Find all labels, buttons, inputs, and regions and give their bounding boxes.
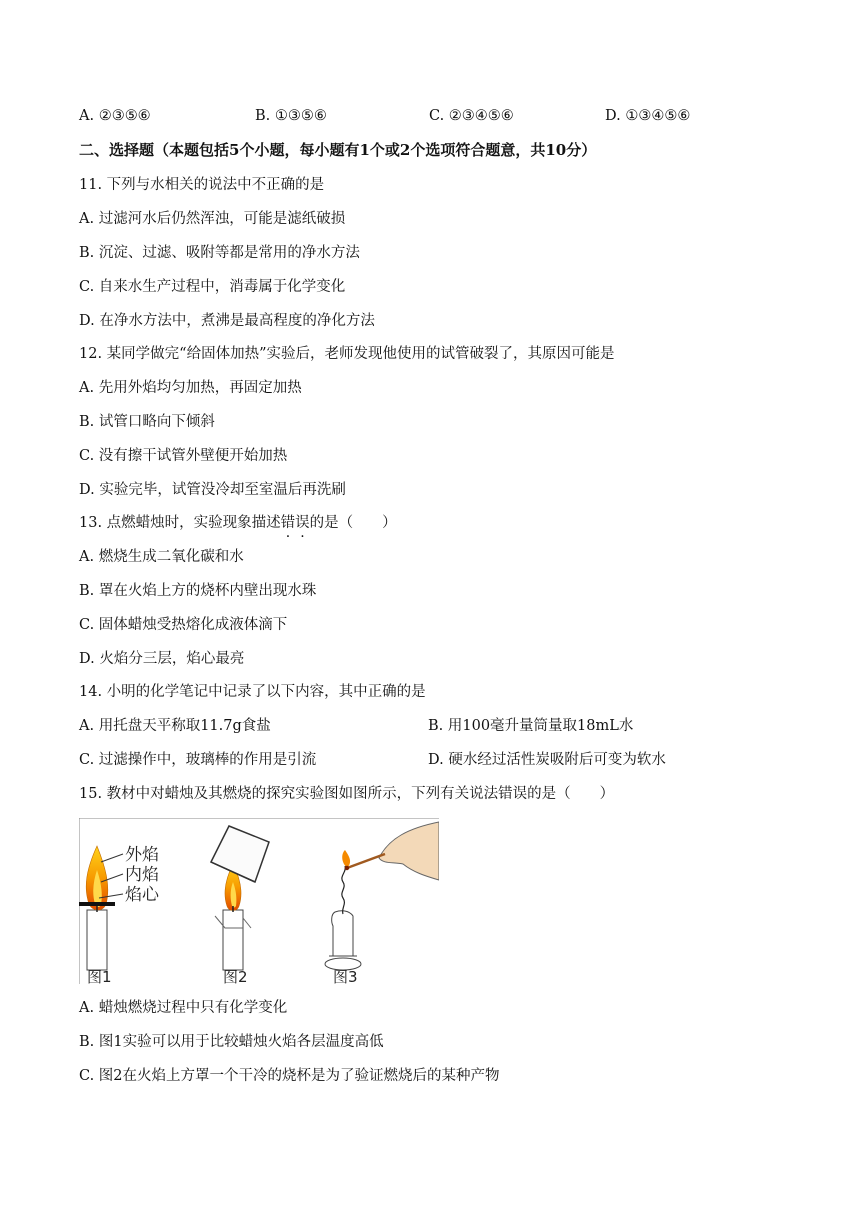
q13-option-a: A. 燃烧生成二氧化碳和水 <box>79 549 244 565</box>
q13-option-b: B. 罩在火焰上方的烧杯内壁出现水珠 <box>79 583 317 599</box>
q12-option-b: B. 试管口略向下倾斜 <box>79 414 215 430</box>
caption-fig2: 图2 <box>223 968 248 984</box>
figure3-candle <box>325 866 361 970</box>
q11-option-a: A. 过滤河水后仍然浑浊，可能是滤纸破损 <box>79 211 346 227</box>
q12-option-a: A. 先用外焰均匀加热，再固定加热 <box>79 380 302 396</box>
q10-options <box>79 106 779 126</box>
q13-option-d: D. 火焰分三层，焰心最亮 <box>79 651 245 667</box>
inverted-beaker <box>211 826 269 882</box>
q15-stem: 15. 教材中对蜡烛及其燃烧的探究实验图如图所示，下列有关说法错误的是（ ） <box>79 786 615 802</box>
caption-fig3: 图3 <box>333 968 358 984</box>
q15-option-c: C. 图2在火焰上方罩一个干冷的烧杯是为了验证燃烧后的某种产物 <box>79 1068 500 1084</box>
section2-heading: 二、选择题（本题包括5个小题，每小题有1个或2个选项符合题意，共10分） <box>79 141 597 159</box>
label-outer-flame: 外焰 <box>125 845 159 865</box>
q10-option-a: A. ②③⑤⑥ <box>79 108 151 124</box>
q13-emphasis-2: 误 <box>295 515 310 531</box>
q13-stem-pre: 13. 点燃蜡烛时，实验现象描述 <box>79 515 281 531</box>
q14-option-c: C. 过滤操作中，玻璃棒的作用是引流 <box>79 752 317 768</box>
q15-option-b: B. 图1实验可以用于比较蜡烛火焰各层温度高低 <box>79 1034 384 1050</box>
smoke-trail <box>342 866 345 914</box>
q14-stem: 14. 小明的化学笔记中记录了以下内容，其中正确的是 <box>79 684 426 700</box>
q11-option-b: B. 沉淀、过滤、吸附等都是常用的净水方法 <box>79 245 360 261</box>
q14-option-a: A. 用托盘天平称取11.7g食盐 <box>79 718 271 734</box>
figure1-candle <box>79 846 123 970</box>
match-stick <box>347 854 385 868</box>
q12-option-d: D. 实验完毕，试管没冷却至室温后再洗刷 <box>79 482 346 498</box>
q11-stem: 11. 下列与水相关的说法中不正确的是 <box>79 177 325 193</box>
q14-option-d: D. 硬水经过活性炭吸附后可变为软水 <box>428 752 666 768</box>
q15-option-a: A. 蜡烛燃烧过程中只有化学变化 <box>79 1000 288 1016</box>
q11-option-c: C. 自来水生产过程中，消毒属于化学变化 <box>79 279 346 295</box>
q13-stem-post: 的是（ ） <box>309 515 397 531</box>
candle-experiment-figure <box>79 818 439 984</box>
hand-with-match <box>342 822 439 880</box>
q11-option-d: D. 在净水方法中，煮沸是最高程度的净化方法 <box>79 313 375 329</box>
q13-stem <box>79 513 397 533</box>
label-flame-core: 焰心 <box>125 885 159 905</box>
label-inner-flame: 内焰 <box>125 865 159 885</box>
q10-option-b: B. ①③⑤⑥ <box>255 108 327 124</box>
q10-option-c: C. ②③④⑤⑥ <box>429 108 514 124</box>
q13-option-c: C. 固体蜡烛受热熔化成液体滴下 <box>79 617 288 633</box>
figure2-candle <box>215 864 251 970</box>
candle-figure-svg <box>79 818 439 984</box>
wooden-stick <box>79 902 115 906</box>
caption-fig1: 图1 <box>87 968 112 984</box>
q13-emphasis-1: 错 <box>280 515 296 531</box>
q10-option-d: D. ①③④⑤⑥ <box>605 108 691 124</box>
q12-option-c: C. 没有擦干试管外壁便开始加热 <box>79 448 288 464</box>
q14-option-b: B. 用100毫升量筒量取18mL水 <box>428 718 634 734</box>
q12-stem: 12. 某同学做完“给固体加热”实验后，老师发现他使用的试管破裂了，其原因可能是 <box>79 346 615 362</box>
